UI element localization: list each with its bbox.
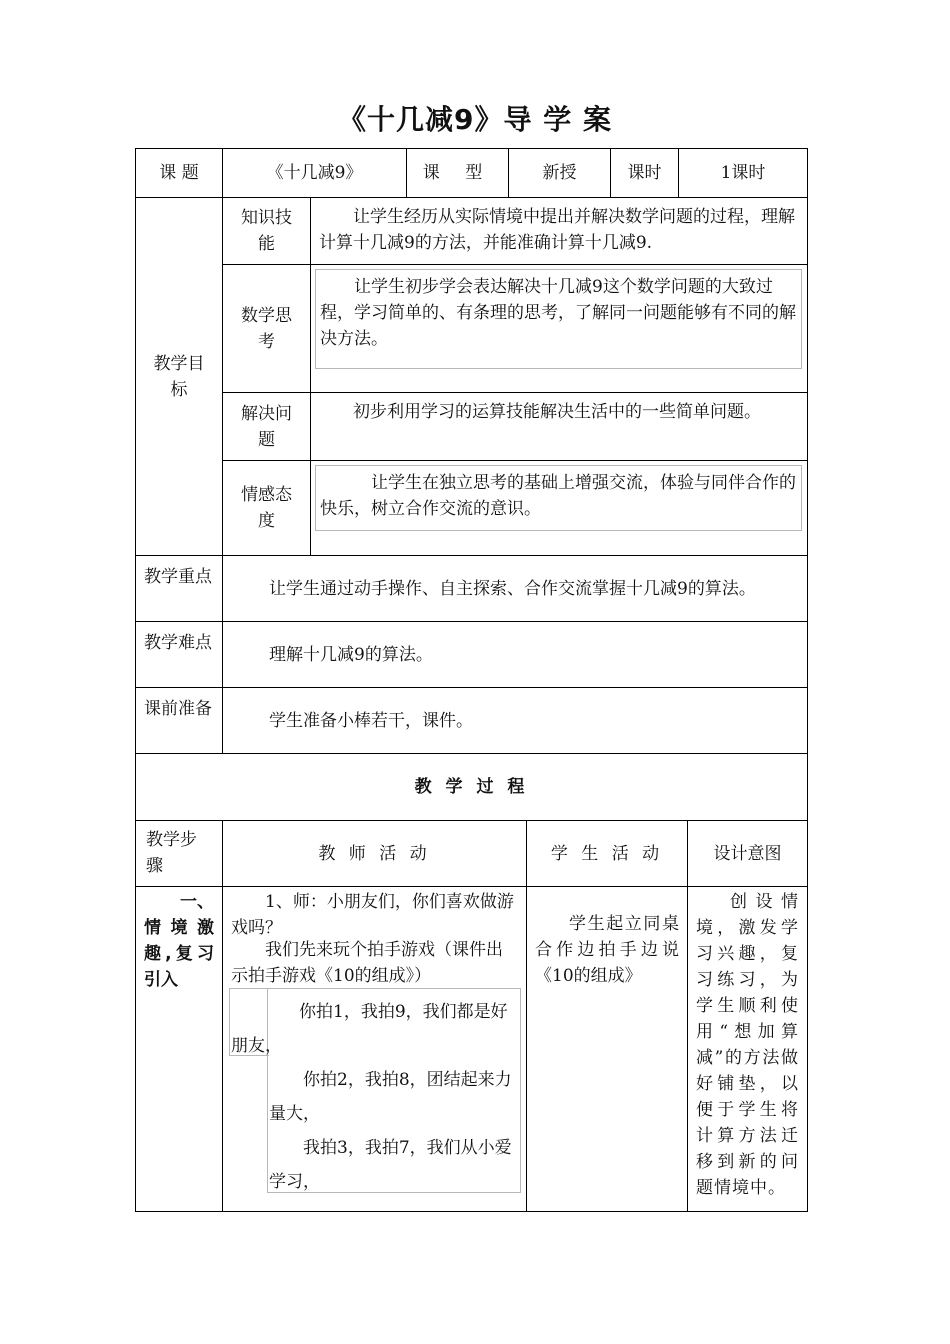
goal-problem-text: 初步利用学习的运算技能解决生活中的一些简单问题。 bbox=[310, 392, 808, 461]
rhyme-line-1: 你拍1，我拍9，我们都是好朋友， bbox=[231, 1002, 508, 1056]
col-teacher: 教 师 活 动 bbox=[222, 820, 527, 887]
hours-value: 1课时 bbox=[678, 148, 808, 198]
type-label: 课 型 bbox=[406, 148, 509, 198]
difficulty-text: 理解十几减9的算法。 bbox=[222, 621, 808, 688]
step1-teacher-cell bbox=[222, 886, 527, 1212]
difficulty-label: 教学难点 bbox=[135, 621, 223, 688]
topic-label: 课 题 bbox=[135, 148, 223, 198]
teacher-paragraph-2: 我们先来玩个拍手游戏（课件出示拍手游戏《10的组成》） bbox=[231, 940, 503, 986]
col-step: 教学步骤 bbox=[135, 820, 223, 887]
type-value: 新授 bbox=[508, 148, 611, 198]
step1-student: 学生起立同桌合作边拍手边说《10的组成》 bbox=[526, 886, 688, 1212]
step1-number: 一、 bbox=[180, 892, 214, 912]
process-heading: 教 学 过 程 bbox=[135, 753, 808, 821]
step1-intent: 创设情境，激发学习兴趣，复习练习，为学生顺利使用“想加算减”的方法做好铺垫，以便于学生将计算方法迁移到新的问题情境中。 bbox=[687, 886, 808, 1212]
key-point-text: 让学生通过动手操作、自主探索、合作交流掌握十几减9的算法。 bbox=[222, 555, 808, 622]
teacher-paragraph-1: 1、师：小朋友们，你们喜欢做游戏吗？ bbox=[231, 892, 514, 938]
goal-problem-label: 解决问题 bbox=[222, 392, 311, 461]
goal-thinking-label: 数学思考 bbox=[222, 264, 311, 393]
topic-value: 《十几减9》 bbox=[222, 148, 407, 198]
goal-thinking-text: 让学生初步学会表达解决十几减9这个数学问题的大致过程，学习简单的、有条理的思考，了解同一问题能够有不同的解决方法。 bbox=[315, 269, 802, 369]
prep-label: 课前准备 bbox=[135, 687, 223, 754]
step1-cell bbox=[135, 886, 223, 1212]
rhyme-line-3: 我拍3，我拍7，我们从小爱学习， bbox=[269, 1138, 512, 1192]
goal-attitude-label: 情感态度 bbox=[222, 460, 311, 556]
step1-name: 情境激趣,复习引入 bbox=[144, 918, 214, 990]
goal-knowledge-text: 让学生经历从实际情境中提出并解决数学问题的过程，理解计算十几减9的方法，并能准确计算十几减9. bbox=[310, 197, 808, 265]
prep-text: 学生准备小棒若干，课件。 bbox=[222, 687, 808, 754]
goals-label: 教学目标 bbox=[135, 197, 223, 556]
rhyme-line-2: 你拍2，我拍8，团结起来力量大， bbox=[269, 1070, 512, 1124]
goal-knowledge-label: 知识技能 bbox=[222, 197, 311, 265]
goal-attitude-text: 让学生在独立思考的基础上增强交流，体验与同伴合作的快乐，树立合作交流的意识。 bbox=[315, 465, 802, 531]
key-point-label: 教学重点 bbox=[135, 555, 223, 622]
page-title: 《十几减9》导 学 案 bbox=[338, 103, 612, 136]
goal-attitude-cell bbox=[310, 460, 808, 556]
hours-label: 课时 bbox=[610, 148, 679, 198]
col-intent: 设计意图 bbox=[687, 820, 808, 887]
col-student: 学 生 活 动 bbox=[526, 820, 688, 887]
goal-thinking-cell bbox=[310, 264, 808, 393]
